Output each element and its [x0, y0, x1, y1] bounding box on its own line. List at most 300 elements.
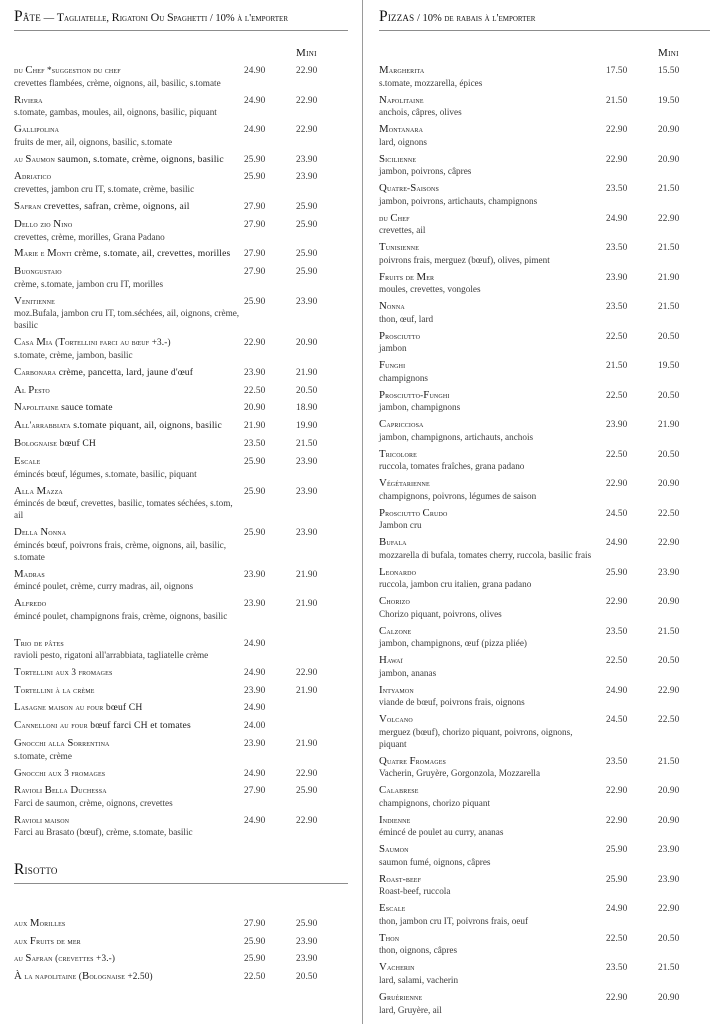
menu-item-price-mini: 21.50 — [296, 439, 318, 450]
menu-item-name: Montanara — [379, 123, 424, 136]
menu-item-price-mini: 22.90 — [658, 904, 680, 915]
menu-item-description: émincé poulet, champignons frais, crème, oignons, basilic — [14, 610, 228, 621]
menu-item-price: 25.90 — [606, 874, 628, 885]
menu-item-row — [14, 951, 348, 966]
section-title: Risotto — [14, 861, 58, 879]
menu-item-name: À la napolitaine (Bolognaise +2.50) — [14, 970, 153, 982]
menu-item-price: 23.50 — [606, 626, 628, 637]
menu-item — [14, 783, 348, 810]
menu-item-name: Prosciutto-Funghi — [379, 388, 450, 401]
menu-item-name: Indienne — [379, 813, 411, 826]
menu-item-price: 23.50 — [244, 439, 266, 450]
menu-item-price-mini: 20.50 — [296, 385, 318, 396]
menu-item-row — [379, 388, 710, 403]
menu-item-row — [379, 476, 710, 491]
menu-item-price: 24.90 — [244, 815, 266, 826]
menu-item-row — [379, 872, 710, 887]
menu-item — [379, 476, 710, 503]
menu-item-price-mini: 21.50 — [658, 302, 680, 313]
menu-item-list — [14, 912, 348, 983]
menu-item-description: lard, Gruyère, ail — [379, 1004, 442, 1015]
menu-item-row — [14, 636, 348, 651]
menu-item-price: 22.90 — [606, 786, 628, 797]
menu-item — [379, 93, 710, 120]
menu-item-name: Chorizo — [379, 595, 410, 608]
menu-item — [379, 565, 710, 592]
menu-item-price-mini: 25.90 — [296, 202, 318, 212]
menu-item-description: jambon, poivrons, artichauts, champignons — [379, 195, 538, 206]
menu-item-price-mini: 25.90 — [296, 219, 318, 230]
menu-item-name: Vacherin — [379, 961, 415, 974]
menu-item — [379, 417, 710, 444]
menu-item-price: 27.90 — [244, 919, 266, 930]
menu-item-name: Tricolore — [379, 447, 417, 460]
menu-item-row — [379, 181, 710, 196]
menu-item-name: Napolitaine sauce tomate — [14, 401, 113, 414]
menu-item-price-mini: 23.90 — [296, 154, 318, 165]
menu-item — [379, 931, 710, 958]
menu-item-name: Alfredo — [14, 597, 47, 610]
menu-item-description: Vacherin, Gruyère, Gorgonzola, Mozzarella — [379, 768, 541, 779]
menu-item — [379, 653, 710, 680]
menu-item-price: 23.90 — [606, 272, 628, 283]
menu-item — [379, 299, 710, 326]
menu-item-price: 23.90 — [244, 599, 266, 610]
menu-item-row — [14, 217, 348, 232]
menu-item-row — [14, 665, 348, 680]
menu-item-price: 23.50 — [606, 963, 628, 974]
menu-item-price: 24.90 — [606, 538, 628, 549]
menu-item-price-mini: 21.90 — [296, 685, 318, 696]
menu-item-row — [379, 813, 710, 828]
menu-item-row — [14, 63, 348, 78]
menu-item-description: thon, oignons, câpres — [379, 945, 458, 956]
menu-item-price: 22.50 — [244, 972, 266, 982]
menu-item — [379, 506, 710, 533]
menu-item — [14, 63, 348, 90]
menu-item-row — [379, 122, 710, 137]
menu-item-price-mini: 22.90 — [296, 668, 318, 679]
menu-item-name: aux Fruits de mer — [14, 934, 81, 947]
menu-item-row — [379, 990, 710, 1005]
menu-item-name: Hawaï — [379, 654, 403, 667]
menu-item — [14, 736, 348, 763]
menu-item — [14, 93, 348, 120]
menu-item-price-mini: 22.90 — [296, 125, 318, 136]
menu-item-price: 24.90 — [244, 768, 266, 779]
menu-item — [379, 152, 710, 179]
menu-item-description: thon, jambon cru IT, poivrons frais, oeuf — [379, 915, 529, 926]
menu-item — [379, 754, 710, 781]
menu-item — [14, 199, 348, 214]
menu-item-description: Farci au Brasato (bœuf), crème, s.tomate, basilic — [14, 827, 193, 838]
menu-item — [14, 294, 348, 332]
menu-item-price: 27.90 — [244, 786, 266, 797]
menu-item-price-mini: 21.50 — [658, 756, 680, 767]
menu-item-price-mini: 22.90 — [296, 768, 318, 779]
menu-item-name: Alla Mazza — [14, 484, 63, 497]
menu-item-name: Casa Mia (Tortellini farci au bœuf +3.-) — [14, 336, 171, 349]
menu-item-name: Leonardo — [379, 565, 417, 578]
menu-item-description: Roast-beef, ruccola — [379, 886, 451, 897]
menu-item-name: Thon — [379, 931, 400, 944]
menu-item-price-mini: 20.90 — [658, 992, 680, 1003]
menu-item-description: champignons, chorizo piquant — [379, 797, 490, 808]
menu-item-price: 25.90 — [244, 528, 266, 539]
header-mini: Mini — [658, 47, 679, 59]
menu-item-price: 21.90 — [244, 421, 266, 432]
menu-item-price-mini: 20.90 — [658, 786, 680, 797]
menu-item-price: 23.90 — [244, 685, 266, 696]
menu-item-price: 24.90 — [244, 66, 266, 76]
menu-item-name: Margherita — [379, 64, 425, 76]
menu-item-price: 25.90 — [606, 845, 628, 856]
menu-item-name: du Chef — [379, 211, 410, 224]
menu-item — [14, 718, 348, 733]
menu-item-price-mini: 25.90 — [296, 249, 318, 260]
menu-item-price-mini: 21.90 — [296, 739, 318, 750]
menu-item-row — [14, 718, 348, 733]
menu-item-row — [379, 683, 710, 698]
menu-item-name: Ravioli Bella Duchessa — [14, 784, 107, 797]
menu-item-price-mini: 20.50 — [658, 390, 680, 401]
menu-item-row — [14, 567, 348, 582]
menu-item — [14, 217, 348, 244]
menu-item-description: champignons, poivrons, légumes de saison — [379, 490, 537, 501]
menu-item-price: 27.90 — [244, 202, 266, 212]
menu-item-description: s.tomate, crème, jambon, basilic — [14, 349, 133, 360]
menu-item-price: 21.50 — [606, 361, 628, 372]
menu-item-name: Venitienne — [14, 294, 55, 307]
menu-item — [379, 901, 710, 928]
menu-item — [14, 766, 348, 781]
menu-item-price-mini: 21.90 — [658, 272, 680, 283]
menu-item-name: Gruérienne — [379, 990, 423, 1003]
menu-item-price: 24.50 — [606, 715, 628, 726]
menu-item-price: 23.90 — [606, 420, 628, 431]
menu-item-price-mini: 21.50 — [658, 243, 680, 254]
menu-item-row — [379, 299, 710, 314]
menu-item-price: 22.50 — [606, 656, 628, 667]
menu-item-price-mini: 22.50 — [658, 715, 680, 726]
menu-item-price-mini: 22.90 — [296, 95, 318, 106]
section-subtitle: — Tagliatelle, Rigatoni Ou Spaghetti / 10% à l'emporter — [40, 10, 289, 24]
menu-item — [379, 358, 710, 385]
section-subtitle: / 10% de rabais à l'emporter — [414, 13, 536, 24]
menu-item-name: Tortellini aux 3 fromages — [14, 666, 113, 679]
menu-item-price-mini: 22.90 — [296, 66, 318, 76]
menu-item-description: émincé de poulet au curry, ananas — [379, 827, 504, 838]
menu-item-row — [14, 683, 348, 698]
menu-item-description: émincés de bœuf, crevettes, basilic, tomates séchées, s.tom, ail — [14, 498, 233, 521]
menu-item-description: poivrons frais, merguez (bœuf), olives, piment — [379, 254, 550, 265]
menu-item-row — [14, 418, 348, 433]
menu-item-price: 27.90 — [244, 219, 266, 230]
menu-item-description: lard, oignons — [379, 136, 427, 147]
menu-item-row — [14, 199, 348, 214]
menu-item-price: 22.90 — [606, 992, 628, 1003]
menu-item-row — [379, 447, 710, 462]
menu-item-row — [14, 934, 348, 949]
menu-item-row — [379, 624, 710, 639]
menu-item-list — [14, 59, 348, 839]
menu-item-price: 23.50 — [606, 243, 628, 254]
menu-item-price: 23.90 — [244, 367, 266, 378]
menu-item-row — [14, 736, 348, 751]
menu-item — [14, 596, 348, 623]
menu-item-price-mini: 22.90 — [658, 685, 680, 696]
menu-item-name: Safran crevettes, safran, crème, oignons, ail — [14, 200, 190, 212]
menu-item-description: anchois, câpres, olives — [379, 107, 462, 118]
menu-item — [14, 264, 348, 291]
menu-item — [14, 683, 348, 698]
menu-item — [379, 712, 710, 750]
menu-item-row — [379, 754, 710, 769]
menu-item-price-mini: 19.50 — [658, 95, 680, 106]
menu-item — [379, 63, 710, 90]
menu-item-price: 24.90 — [606, 213, 628, 224]
menu-item-description: jambon, champignons, œuf (pizza pliée) — [379, 638, 527, 649]
menu-item — [14, 813, 348, 840]
menu-item-description: moz.Bufala, jambon cru IT, tom.séchées, ail, oignons, crème, basilic — [14, 308, 240, 331]
menu-item-price: 24.90 — [244, 668, 266, 679]
price-column-headers — [14, 884, 348, 912]
menu-item-price: 25.90 — [244, 486, 266, 497]
section-title: Pâte — [14, 8, 41, 25]
menu-item-price: 22.90 — [606, 597, 628, 608]
menu-item — [14, 335, 348, 362]
menu-item-name: Gallipolina — [14, 123, 60, 136]
menu-item-name: Quatre-Saisons — [379, 182, 439, 195]
menu-item-price-mini: 21.90 — [658, 420, 680, 431]
menu-item-price-mini: 20.50 — [658, 331, 680, 342]
price-column-headers — [379, 31, 710, 59]
menu-item-row — [379, 594, 710, 609]
menu-item — [14, 169, 348, 196]
menu-item-row — [14, 436, 348, 451]
menu-item-price-mini: 19.90 — [296, 421, 318, 432]
menu-item-description: thon, œuf, lard — [379, 313, 434, 324]
menu-item-price-mini: 23.90 — [658, 567, 680, 578]
menu-item-description: Chorizo piquant, poivrons, olives — [379, 608, 502, 619]
menu-item-price-mini: 23.90 — [658, 845, 680, 856]
menu-item-row — [379, 931, 710, 946]
section-header-pate — [14, 8, 348, 26]
menu-item-name: Tortellini à la crème — [14, 683, 95, 696]
menu-item — [379, 783, 710, 810]
menu-item-description: crevettes, crème, morilles, Grana Padano — [14, 231, 165, 242]
menu-item-description: lard, salami, vacherin — [379, 974, 459, 985]
menu-item-name: Riviera — [14, 93, 43, 106]
menu-item — [379, 240, 710, 267]
menu-item-row — [14, 93, 348, 108]
menu-item-price: 27.90 — [244, 249, 266, 260]
menu-item-row — [379, 712, 710, 727]
menu-item-row — [14, 454, 348, 469]
menu-item-price-mini: 20.90 — [658, 815, 680, 826]
menu-item-price: 25.90 — [244, 172, 266, 183]
section-header-risotto — [14, 861, 348, 879]
menu-item-price-mini: 20.90 — [658, 479, 680, 490]
menu-item — [379, 270, 710, 297]
menu-item-row — [14, 335, 348, 350]
menu-item-price-mini: 23.90 — [296, 296, 318, 307]
menu-item-price: 22.50 — [606, 933, 628, 944]
menu-item — [14, 436, 348, 451]
menu-item-row — [379, 506, 710, 521]
menu-item-row — [379, 901, 710, 916]
menu-item-price: 24.90 — [606, 685, 628, 696]
menu-item — [379, 683, 710, 710]
menu-item-name: Gnocchi aux 3 fromages — [14, 766, 106, 779]
menu-item-row — [14, 596, 348, 611]
menu-item-name: du Chef *suggestion du chef — [14, 64, 121, 76]
menu-item-row — [14, 152, 348, 167]
menu-item-price: 22.50 — [244, 385, 266, 396]
menu-item-name: Carbonara crème, pancetta, lard, jaune d'œuf — [14, 365, 194, 378]
menu-item-row — [379, 565, 710, 580]
menu-item — [379, 388, 710, 415]
menu-item-description: merguez (bœuf), chorizo piquant, poivrons, oignons, piquant — [379, 726, 573, 749]
menu-item-description: Farci de saumon, crème, oignons, crevettes — [14, 797, 173, 808]
menu-item-name: All'arrabbiata s.tomate piquant, ail, oignons, basilic — [14, 419, 222, 432]
menu-section-pizzas — [379, 8, 710, 1016]
menu-item-price: 23.50 — [606, 756, 628, 767]
menu-item-row — [379, 329, 710, 344]
menu-item-price: 24.50 — [606, 508, 628, 519]
menu-item-row — [14, 700, 348, 715]
menu-item-price: 22.90 — [244, 338, 266, 349]
menu-item — [14, 700, 348, 715]
menu-item-description: jambon — [379, 343, 407, 354]
menu-item-name: Calabrese — [379, 784, 419, 797]
menu-item-price-mini: 21.90 — [296, 599, 318, 610]
menu-item-price-mini: 18.90 — [296, 403, 318, 414]
menu-item-row — [379, 211, 710, 226]
menu-item-price: 22.90 — [606, 815, 628, 826]
menu-item-name: Marie e Monti crème, s.tomate, ail, crevettes, morilles — [14, 247, 231, 260]
menu-item-name: au Safran (crevettes +3.-) — [14, 952, 116, 965]
menu-item-price-mini: 23.90 — [296, 528, 318, 539]
menu-item-row — [14, 525, 348, 540]
menu-item-name: Funghi — [379, 359, 406, 372]
menu-item-price: 23.90 — [244, 569, 266, 580]
menu-item-price-mini: 25.90 — [296, 786, 318, 797]
menu-item — [379, 990, 710, 1017]
menu-item-row — [379, 240, 710, 255]
menu-item-price: 25.90 — [244, 954, 266, 965]
menu-item — [14, 418, 348, 433]
menu-item-name: Végétarienne — [379, 477, 430, 490]
menu-item-description: moules, crevettes, vongoles — [379, 284, 481, 295]
menu-item-description: jambon, poivrons, câpres — [379, 166, 472, 177]
menu-item-row — [379, 960, 710, 975]
menu-item-description: Jambon cru — [379, 520, 422, 531]
menu-item — [14, 484, 348, 522]
menu-item-price: 21.50 — [606, 95, 628, 106]
menu-item-price: 22.90 — [606, 125, 628, 136]
menu-item-price-mini: 22.90 — [658, 538, 680, 549]
menu-item-name: Madras — [14, 567, 45, 580]
price-column-headers — [14, 31, 348, 59]
menu-item-row — [14, 813, 348, 828]
menu-item — [379, 447, 710, 474]
menu-item-description: saumon fumé, oignons, câpres — [379, 856, 491, 867]
menu-item — [379, 594, 710, 621]
menu-item-name: Nonna — [379, 300, 405, 313]
menu-item-name: Escale — [14, 455, 41, 468]
menu-item-row — [14, 365, 348, 380]
menu-item — [14, 454, 348, 481]
menu-item-name: Adriatico — [14, 170, 52, 183]
menu-item — [14, 400, 348, 415]
menu-item-price-mini: 23.90 — [296, 457, 318, 468]
menu-item-description: crevettes, jambon cru IT, s.tomate, crème, basilic — [14, 184, 195, 195]
menu-item-price-mini: 25.90 — [296, 919, 318, 930]
menu-item-row — [379, 417, 710, 432]
menu-item-price: 25.90 — [606, 567, 628, 578]
menu-item-name: Roast-beef — [379, 872, 422, 885]
menu-item-price-mini: 20.90 — [658, 597, 680, 608]
menu-item-price: 23.50 — [606, 302, 628, 313]
menu-item-price-mini: 21.50 — [658, 626, 680, 637]
menu-item-price: 22.90 — [606, 154, 628, 165]
menu-item-name: Bolognaise bœuf CH — [14, 437, 96, 450]
menu-item-description: jambon, champignons — [379, 402, 461, 413]
menu-item-description: mozzarella di bufala, tomates cherry, ruccola, basilic frais — [379, 549, 592, 560]
menu-item-price-mini: 22.50 — [658, 508, 680, 519]
menu-item-price-mini: 20.50 — [296, 972, 318, 982]
menu-item-price-mini: 20.90 — [658, 125, 680, 136]
menu-item-price-mini: 23.90 — [296, 936, 318, 947]
menu-item-row — [14, 400, 348, 415]
section-title: Pizzas — [379, 8, 415, 25]
menu-item-price: 27.90 — [244, 267, 266, 278]
header-mini: Mini — [296, 47, 317, 59]
menu-item-price-mini: 15.50 — [658, 66, 680, 76]
menu-item-price: 22.50 — [606, 390, 628, 401]
menu-item-name: Calzone — [379, 624, 412, 637]
menu-item-row — [379, 842, 710, 857]
menu-item-price: 24.90 — [606, 904, 628, 915]
menu-item-price: 23.90 — [244, 739, 266, 750]
menu-item-price: 22.50 — [606, 449, 628, 460]
menu-item-price-mini: 20.50 — [658, 449, 680, 460]
menu-item-row — [379, 535, 710, 550]
menu-item-price: 25.90 — [244, 296, 266, 307]
menu-item-description: ruccola, tomates fraîches, grana padano — [379, 461, 525, 472]
menu-item-price-mini: 23.90 — [296, 172, 318, 183]
menu-item-price-mini: 21.90 — [296, 569, 318, 580]
menu-item-name: Tunisienne — [379, 241, 420, 254]
menu-item-name: au Saumon saumon, s.tomate, crème, oignons, basilic — [14, 152, 224, 165]
menu-item-name: Volcano — [379, 713, 413, 726]
menu-item-name: Prosciutto Crudo — [379, 506, 448, 519]
menu-item-price: 17.50 — [606, 66, 628, 76]
menu-item-description: émincés bœuf, poivrons frais, crème, oignons, ail, basilic, s.tomate — [14, 539, 227, 562]
menu-item-price-mini: 20.50 — [658, 933, 680, 944]
menu-item — [14, 916, 348, 931]
menu-item-price-mini: 23.90 — [658, 874, 680, 885]
menu-item-name: Prosciutto — [379, 329, 421, 342]
menu-item-row — [379, 783, 710, 798]
menu-section-pate — [14, 8, 348, 839]
menu-item — [14, 636, 348, 663]
menu-item-price-mini: 21.90 — [296, 367, 318, 378]
menu-item-price-mini: 22.90 — [658, 213, 680, 224]
menu-item — [14, 665, 348, 680]
menu-item-row — [14, 294, 348, 309]
